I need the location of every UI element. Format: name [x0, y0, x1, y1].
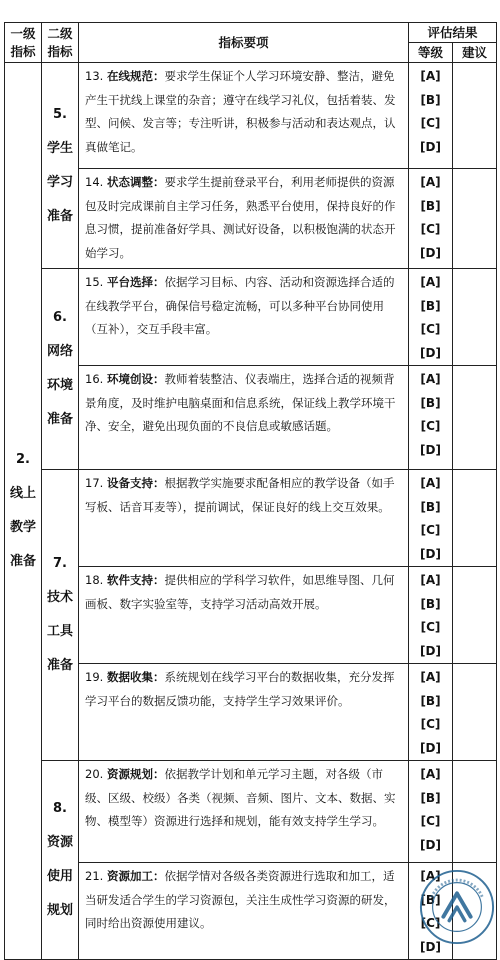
level1-cell: [5, 63, 42, 960]
header-result: 评估结果: [409, 23, 497, 43]
item-text: 系统规划在线学习平台的数据收集，充分发挥学习平台的数据反馈功能，支持学生学习效果评价。: [85, 670, 395, 708]
item-number: 13.: [85, 69, 104, 83]
item-keyword: 资源规划：: [106, 767, 165, 781]
item-keyword: 设备支持：: [106, 476, 165, 490]
item-keyword: 在线规范：: [106, 69, 165, 83]
item-keyword: 环境创设：: [106, 372, 165, 386]
grade-options: [A] [B] [C] [D]: [409, 470, 453, 567]
level2-name: 学生学习准备: [46, 140, 73, 224]
item-number: 21.: [85, 869, 104, 883]
grade-options: [A] [B] [C] [D]: [409, 63, 453, 169]
item-19: [79, 664, 409, 761]
item-keyword: 状态调整：: [106, 175, 165, 189]
item-text: 依据教学计划和单元学习主题，对各级（市级、区级、校级）各类（视频、音频、图片、文本、数据、实物、模型等）资源进行选择和规划，能有效支持学生学习。: [85, 767, 396, 828]
item-21: [79, 863, 409, 960]
item-16: [79, 366, 409, 470]
grade-options: [A] [B] [C] [D]: [409, 169, 453, 269]
level2-name: 网络环境准备: [46, 344, 73, 427]
item-number: 19.: [85, 670, 104, 684]
level2-number: 7.: [53, 556, 67, 571]
item-text: 提供相应的学科学习软件，如思维导图、几何画板、数字实验室等，支持学习活动高效开展。: [85, 573, 395, 611]
level1-number: 2.: [16, 452, 30, 467]
suggestion-cell: [453, 63, 497, 169]
item-text: 依据学习目标、内容、活动和资源选择合适的在线教学平台，确保信号稳定流畅，可以多种平台协同使用（互补），交互手段丰富。: [85, 275, 395, 336]
item-text: 要求学生保证个人学习环境安静、整洁，避免产生干扰线上课堂的杂音；遵守在线学习礼仪，包括着装、发型、问候、发言等；专注听讲，积极参与活动和表达观点，认真做笔记。: [85, 69, 396, 154]
header-level1: 一级指标: [5, 23, 42, 63]
suggestion-cell: [453, 269, 497, 366]
item-keyword: 平台选择：: [106, 275, 165, 289]
suggestion-cell: [453, 470, 497, 567]
header-suggestion: 建议: [453, 43, 497, 63]
grade-options: [A] [B] [C] [D]: [409, 761, 453, 863]
grade-options: [A] [B] [C] [D]: [409, 366, 453, 470]
grade-options: [A] [B] [C] [D]: [409, 567, 453, 664]
item-17: [79, 470, 409, 567]
level2-cell-7: [42, 470, 79, 761]
level2-number: 6.: [53, 310, 67, 325]
level2-name: 资源使用规划: [46, 835, 73, 918]
item-keyword: 数据收集：: [106, 670, 165, 684]
suggestion-cell: [453, 169, 497, 269]
suggestion-cell: [453, 567, 497, 664]
suggestion-cell: [453, 761, 497, 863]
suggestion-cell: [453, 863, 497, 960]
suggestion-cell: [453, 664, 497, 761]
level2-cell-5: [42, 63, 79, 269]
level2-cell-6: [42, 269, 79, 470]
item-number: 14.: [85, 175, 104, 189]
evaluation-table: [4, 22, 497, 960]
suggestion-cell: [453, 366, 497, 470]
item-13: [79, 63, 409, 169]
level2-cell-8: [42, 761, 79, 960]
item-text: 要求学生提前登录平台，利用老师提供的资源包及时完成课前自主学习任务，熟悉平台使用，保持良好的作息习惯，提前准备好学具、测试好设备，以积极饱满的状态开始学习。: [85, 175, 396, 260]
item-keyword: 软件支持：: [106, 573, 165, 587]
item-20: [79, 761, 409, 863]
header-grade: 等级: [409, 43, 453, 63]
header-items: 指标要项: [79, 23, 409, 63]
level2-name: 技术工具准备: [46, 590, 73, 673]
grade-options: [A] [B] [C] [D]: [409, 269, 453, 366]
grade-options: [A] [B] [C] [D]: [409, 863, 453, 960]
item-15: [79, 269, 409, 366]
level2-number: 5.: [53, 106, 67, 122]
item-text: 依据学情对各级各类资源进行选取和加工，适当研发适合学生的学习资源包，关注生成性学习资源的研发，同时给出资源使用建议。: [85, 869, 396, 930]
item-number: 17.: [85, 476, 104, 490]
header-level2: 二级指标: [42, 23, 79, 63]
level1-name: 线上教学准备: [9, 486, 36, 569]
item-14: [79, 169, 409, 269]
item-number: 18.: [85, 573, 104, 587]
item-18: [79, 567, 409, 664]
grade-options: [A] [B] [C] [D]: [409, 664, 453, 761]
item-keyword: 资源加工：: [106, 869, 165, 883]
item-text: 根据教学实施要求配备相应的教学设备（如手写板、话音耳麦等），提前调试，保证良好的线上交互效果。: [85, 476, 395, 514]
item-number: 20.: [85, 767, 104, 781]
level2-number: 8.: [53, 801, 67, 816]
item-number: 16.: [85, 372, 104, 386]
item-number: 15.: [85, 275, 104, 289]
item-text: 教师着装整洁、仪表端庄，选择合适的视频背景角度，及时维护电脑桌面和信息系统，保证线上教学环境干净、安全，避免出现负面的不良信息或敏感话题。: [85, 372, 396, 433]
